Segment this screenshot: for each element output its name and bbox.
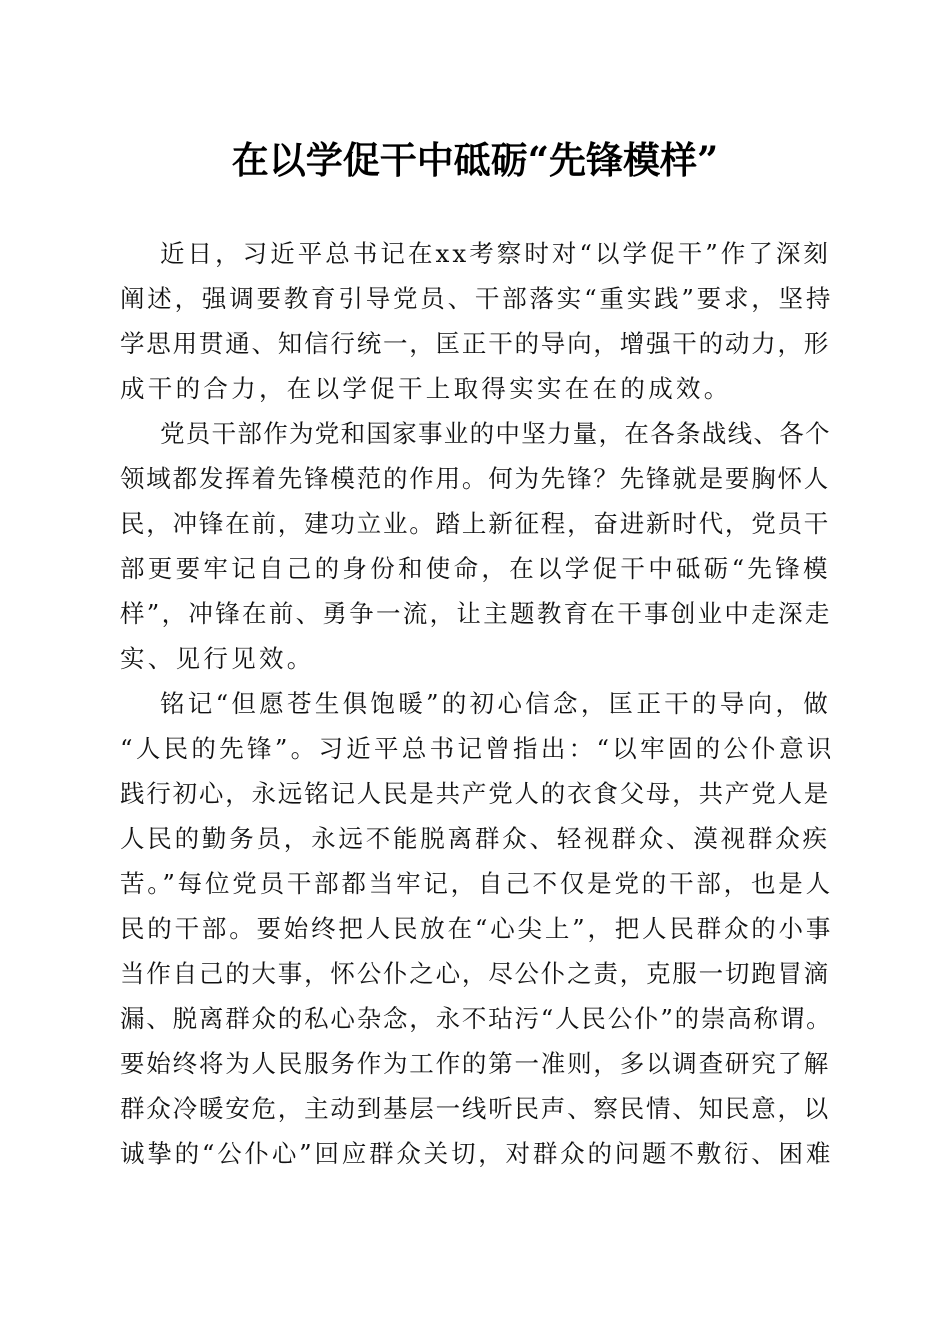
paragraph-line: 践行初心，永远铭记人民是共产党人的衣食父母，共产党人是 bbox=[120, 779, 831, 808]
paragraph-line: 要始终将为人民服务作为工作的第一准则，多以调查研究了解 bbox=[120, 1049, 831, 1078]
paragraph-line: “人民的先锋”。习近平总书记曾指出：“以牢固的公仆意识 bbox=[120, 734, 835, 763]
paragraph-line: 群众冷暖安危，主动到基层一线听民声、察民情、知民意，以 bbox=[120, 1094, 831, 1123]
paragraph-line: 民的干部。要始终把人民放在“心尖上”，把人民群众的小事 bbox=[120, 914, 834, 943]
paragraph-line: 学思用贯通、知信行统一，匡正干的导向，增强干的动力，形 bbox=[120, 329, 831, 358]
paragraph-line: 领域都发挥着先锋模范的作用。何为先锋？先锋就是要胸怀人 bbox=[120, 464, 831, 493]
paragraph-line: 铭记“但愿苍生俱饱暖”的初心信念，匡正干的导向，做 bbox=[160, 689, 832, 718]
document-title: 在以学促干中砥砺“先锋模样” bbox=[231, 138, 719, 182]
paragraph-line: 苦。”每位党员干部都当牢记，自己不仅是党的干部，也是人 bbox=[120, 869, 833, 898]
paragraph-line: 样”，冲锋在前、勇争一流，让主题教育在干事创业中走深走 bbox=[120, 599, 832, 628]
paragraph-line: 部更要牢记自己的身份和使命，在以学促干中砥砺“先锋模 bbox=[120, 554, 831, 583]
paragraph-line: 实、见行见效。 bbox=[120, 644, 315, 673]
paragraph-line: 人民的勤务员，永远不能脱离群众、轻视群众、漠视群众疾 bbox=[120, 824, 830, 853]
paragraph-line: 党员干部作为党和国家事业的中坚力量，在各条战线、各个 bbox=[160, 419, 831, 448]
paragraph-line: 民，冲锋在前，建功立业。踏上新征程，奋进新时代，党员干 bbox=[120, 509, 831, 538]
paragraph-line: 漏、脱离群众的私心杂念，永不玷污“人民公仆”的崇高称谓。 bbox=[120, 1004, 833, 1033]
paragraph-line: 诚挚的“公仆心”回应群众关切，对群众的问题不敷衍、困难 bbox=[120, 1139, 834, 1168]
paragraph-line: 阐述，强调要教育引导党员、干部落实“重实践”要求，坚持 bbox=[120, 284, 834, 313]
paragraph-line: 当作自己的大事，怀公仆之心，尽公仆之责，克服一切跑冒滴 bbox=[120, 959, 831, 988]
paragraph-line: 近日，习近平总书记在xx考察时对“以学促干”作了深刻 bbox=[160, 239, 831, 268]
paragraph-line: 成干的合力，在以学促干上取得实实在在的成效。 bbox=[120, 374, 732, 403]
